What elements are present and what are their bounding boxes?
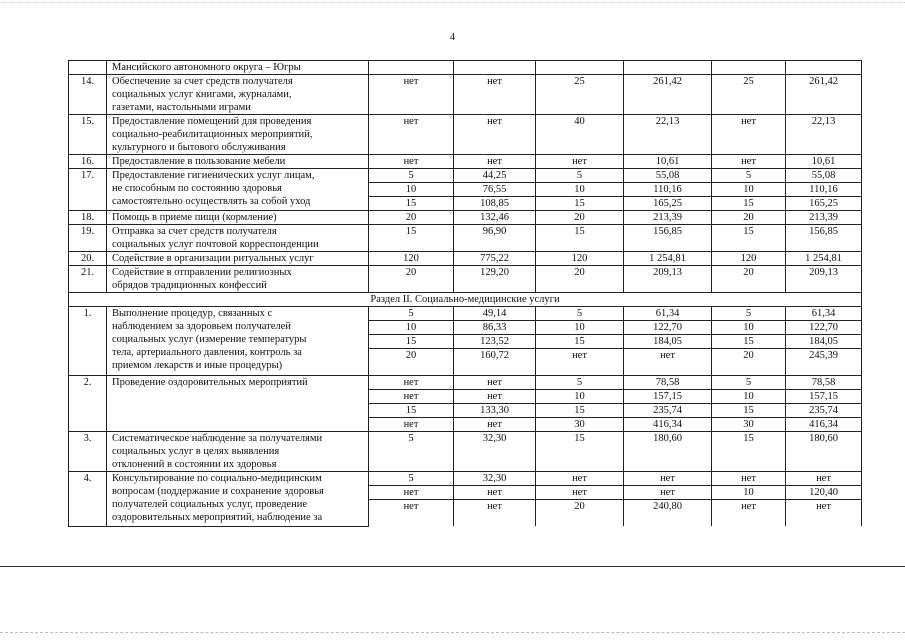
value-cell: 129,20	[454, 266, 536, 293]
description-line: Выполнение процедур, связанных с	[112, 308, 273, 319]
value-cell: 184,05	[624, 335, 712, 349]
value-cell: 15	[369, 335, 454, 349]
service-description	[107, 307, 369, 376]
value-cell: 76,55	[454, 183, 536, 197]
value-cell: 5	[369, 472, 454, 486]
description-line: вопросам (поддержание и сохранение здоровья	[112, 486, 324, 497]
value-cell: 120	[712, 252, 786, 266]
value-cell: 10	[536, 390, 624, 404]
value-cell	[536, 61, 624, 75]
value-cell: 15	[712, 197, 786, 211]
value-cell: 120,40	[786, 486, 862, 500]
value-cell: нет	[786, 472, 862, 486]
table-row	[69, 225, 862, 252]
row-number	[69, 61, 107, 75]
table-row	[69, 115, 862, 155]
value-cell: 40	[536, 115, 624, 155]
value-cell: нет	[369, 486, 454, 500]
value-cell: 22,13	[786, 115, 862, 155]
value-cell: 55,08	[786, 169, 862, 183]
description-line: оздоровительных мероприятий, наблюдение за	[112, 512, 323, 523]
value-cell: 156,85	[786, 225, 862, 252]
value-cell	[786, 61, 862, 75]
value-cell: нет	[712, 472, 786, 486]
description-line: самостоятельно осуществлять за собой уход	[112, 196, 311, 207]
value-cell: 25	[536, 75, 624, 115]
description-line: Обеспечение за счет средств получателя	[112, 76, 293, 87]
value-cell: нет	[786, 500, 862, 527]
value-cell: 5	[712, 376, 786, 390]
value-cell: 55,08	[624, 169, 712, 183]
page-number: 4	[450, 32, 455, 43]
value-cell: нет	[536, 472, 624, 486]
value-cell: нет	[712, 500, 786, 527]
value-cell: 5	[536, 307, 624, 321]
table-row	[69, 155, 862, 169]
value-cell: 261,42	[624, 75, 712, 115]
description-line: Помощь в приеме пищи (кормление)	[112, 212, 277, 223]
service-description	[107, 266, 369, 293]
value-cell: 180,60	[624, 432, 712, 472]
value-cell: 180,60	[786, 432, 862, 472]
description-line: социальных услуг книгами, журналами,	[112, 89, 292, 100]
value-cell: 10	[369, 321, 454, 335]
value-cell: 78,58	[786, 376, 862, 390]
description-line: наблюдением за здоровьем получателей	[112, 321, 291, 332]
value-cell: 15	[712, 432, 786, 472]
description-line: приемом лекарств и иные процедуры)	[112, 360, 283, 371]
tariff-table	[68, 60, 862, 527]
value-cell: 20	[536, 211, 624, 225]
table-row	[69, 307, 862, 321]
value-cell: 20	[369, 266, 454, 293]
value-cell: 20	[536, 500, 624, 527]
row-number: 20.	[69, 252, 107, 266]
table-row	[69, 211, 862, 225]
value-cell: 10	[369, 183, 454, 197]
description-line: Предоставление в пользование мебели	[112, 156, 286, 167]
row-number: 1.	[69, 307, 107, 376]
value-cell: 86,33	[454, 321, 536, 335]
value-cell: 108,85	[454, 197, 536, 211]
value-cell: 15	[369, 197, 454, 211]
value-cell: нет	[369, 376, 454, 390]
value-cell: 213,39	[624, 211, 712, 225]
value-cell: 5	[369, 432, 454, 472]
value-cell: 15	[536, 432, 624, 472]
row-number: 14.	[69, 75, 107, 115]
row-number: 17.	[69, 169, 107, 211]
value-cell: 15	[536, 197, 624, 211]
value-cell: 110,16	[786, 183, 862, 197]
description-line	[112, 389, 365, 402]
value-cell: 133,30	[454, 404, 536, 418]
value-cell: 10	[712, 390, 786, 404]
scan-bottom-edge	[0, 632, 905, 633]
value-cell: нет	[369, 390, 454, 404]
value-cell: 10,61	[786, 155, 862, 169]
value-cell: 157,15	[786, 390, 862, 404]
table-row	[69, 376, 862, 390]
page-cut-line	[0, 566, 905, 567]
table-row	[69, 61, 862, 75]
value-cell: 10	[712, 321, 786, 335]
value-cell: 5	[536, 169, 624, 183]
value-cell: 5	[536, 376, 624, 390]
value-cell: нет	[454, 376, 536, 390]
value-cell: нет	[454, 75, 536, 115]
value-cell: нет	[369, 75, 454, 115]
value-cell: 10	[536, 321, 624, 335]
value-cell: нет	[624, 472, 712, 486]
description-line: обрядов традиционных конфессий	[112, 280, 267, 291]
description-line	[112, 402, 365, 415]
description-line: Проведение оздоровительных мероприятий	[112, 377, 308, 388]
value-cell: нет	[369, 418, 454, 432]
description-line: Мансийского автономного округа – Югры	[112, 62, 301, 73]
value-cell: нет	[536, 486, 624, 500]
value-cell: нет	[454, 115, 536, 155]
description-line: получателей социальных услуг, проведение	[112, 499, 307, 510]
value-cell: 96,90	[454, 225, 536, 252]
value-cell: нет	[369, 500, 454, 527]
row-number: 15.	[69, 115, 107, 155]
section-row	[69, 293, 862, 307]
value-cell: 5	[712, 307, 786, 321]
description-line: социальных услуг в целях выявления	[112, 446, 280, 457]
value-cell	[712, 61, 786, 75]
service-description	[107, 252, 369, 266]
row-number: 19.	[69, 225, 107, 252]
value-cell: 61,34	[786, 307, 862, 321]
value-cell: 209,13	[624, 266, 712, 293]
value-cell: 122,70	[786, 321, 862, 335]
value-cell: нет	[454, 486, 536, 500]
table-row	[69, 266, 862, 293]
value-cell: 1 254,81	[624, 252, 712, 266]
row-number: 18.	[69, 211, 107, 225]
value-cell: нет	[454, 155, 536, 169]
value-cell: 20	[536, 266, 624, 293]
value-cell: 20	[712, 266, 786, 293]
service-description	[107, 472, 369, 527]
value-cell	[624, 61, 712, 75]
description-line: Предоставление гигиенических услуг лицам,	[112, 170, 315, 181]
value-cell	[369, 61, 454, 75]
description-line: газетами, настольными играми	[112, 102, 251, 113]
section-heading: Раздел II. Социально-медицинские услуги	[69, 293, 862, 307]
value-cell: 49,14	[454, 307, 536, 321]
value-cell: 184,05	[786, 335, 862, 349]
value-cell: нет	[536, 349, 624, 376]
description-line: Содействие в отправлении религиозных	[112, 267, 292, 278]
value-cell: 160,72	[454, 349, 536, 376]
value-cell: 32,30	[454, 472, 536, 486]
description-line	[112, 415, 365, 428]
service-description	[107, 432, 369, 472]
service-description	[107, 225, 369, 252]
value-cell: 123,52	[454, 335, 536, 349]
value-cell: 15	[712, 335, 786, 349]
value-cell: 240,80	[624, 500, 712, 527]
value-cell: 157,15	[624, 390, 712, 404]
value-cell: нет	[369, 115, 454, 155]
value-cell: 122,70	[624, 321, 712, 335]
value-cell: нет	[624, 349, 712, 376]
description-line: социальных услуг (измерение температуры	[112, 334, 307, 345]
value-cell: 132,46	[454, 211, 536, 225]
value-cell: 213,39	[786, 211, 862, 225]
description-line: не способным по состоянию здоровья	[112, 183, 282, 194]
value-cell: 165,25	[786, 197, 862, 211]
value-cell: 15	[369, 225, 454, 252]
value-cell: 5	[369, 169, 454, 183]
value-cell: 32,30	[454, 432, 536, 472]
value-cell: 44,25	[454, 169, 536, 183]
description-line: Содействие в организации ритуальных услуг	[112, 253, 314, 264]
value-cell: 1 254,81	[786, 252, 862, 266]
value-cell: 261,42	[786, 75, 862, 115]
table-row	[69, 75, 862, 115]
value-cell: 110,16	[624, 183, 712, 197]
value-cell: 15	[536, 404, 624, 418]
row-number: 3.	[69, 432, 107, 472]
value-cell: 235,74	[786, 404, 862, 418]
value-cell: 61,34	[624, 307, 712, 321]
service-description	[107, 155, 369, 169]
value-cell: нет	[712, 115, 786, 155]
value-cell: 245,39	[786, 349, 862, 376]
value-cell: 416,34	[624, 418, 712, 432]
value-cell: 775,22	[454, 252, 536, 266]
value-cell: 30	[536, 418, 624, 432]
row-number: 2.	[69, 376, 107, 432]
value-cell: 5	[369, 307, 454, 321]
value-cell: 235,74	[624, 404, 712, 418]
value-cell: 165,25	[624, 197, 712, 211]
value-cell: нет	[536, 155, 624, 169]
table-row	[69, 169, 862, 183]
value-cell: 416,34	[786, 418, 862, 432]
value-cell: 209,13	[786, 266, 862, 293]
value-cell: 78,58	[624, 376, 712, 390]
description-line: Предоставление помещений для проведения	[112, 116, 312, 127]
value-cell: 120	[369, 252, 454, 266]
value-cell: 25	[712, 75, 786, 115]
service-description	[107, 75, 369, 115]
row-number: 21.	[69, 266, 107, 293]
value-cell: нет	[369, 155, 454, 169]
value-cell: 15	[369, 404, 454, 418]
value-cell: 15	[712, 404, 786, 418]
value-cell	[454, 61, 536, 75]
value-cell: 10	[712, 183, 786, 197]
description-line: Консультирование по социально-медицинским	[112, 473, 322, 484]
value-cell: нет	[454, 418, 536, 432]
scan-top-edge	[0, 2, 905, 3]
table-row	[69, 252, 862, 266]
value-cell: 20	[712, 211, 786, 225]
value-cell: 15	[536, 225, 624, 252]
value-cell: 20	[369, 211, 454, 225]
value-cell: 22,13	[624, 115, 712, 155]
value-cell: нет	[624, 486, 712, 500]
description-line: культурного и бытового обслуживания	[112, 142, 286, 153]
service-description	[107, 211, 369, 225]
value-cell: 120	[536, 252, 624, 266]
value-cell: 5	[712, 169, 786, 183]
value-cell: 15	[536, 335, 624, 349]
value-cell: 30	[712, 418, 786, 432]
description-line: Отправка за счет средств получателя	[112, 226, 277, 237]
value-cell: нет	[454, 390, 536, 404]
description-line: социально-реабилитационных мероприятий,	[112, 129, 313, 140]
value-cell: 10	[712, 486, 786, 500]
value-cell: 20	[712, 349, 786, 376]
service-description	[107, 115, 369, 155]
value-cell: нет	[454, 500, 536, 527]
row-number: 4.	[69, 472, 107, 527]
table-row	[69, 472, 862, 486]
service-description	[107, 376, 369, 432]
row-number: 16.	[69, 155, 107, 169]
service-description	[107, 61, 369, 75]
service-description	[107, 169, 369, 211]
value-cell: 10,61	[624, 155, 712, 169]
description-line: тела, артериального давления, контроль за	[112, 347, 302, 358]
value-cell: 15	[712, 225, 786, 252]
value-cell: 10	[536, 183, 624, 197]
table-row	[69, 432, 862, 472]
description-line: Систематическое наблюдение за получателями	[112, 433, 323, 444]
value-cell: нет	[712, 155, 786, 169]
description-line: отклонений в состоянии их здоровья	[112, 459, 277, 470]
value-cell: 20	[369, 349, 454, 376]
description-line: социальных услуг почтовой корреспонденции	[112, 239, 319, 250]
value-cell: 156,85	[624, 225, 712, 252]
